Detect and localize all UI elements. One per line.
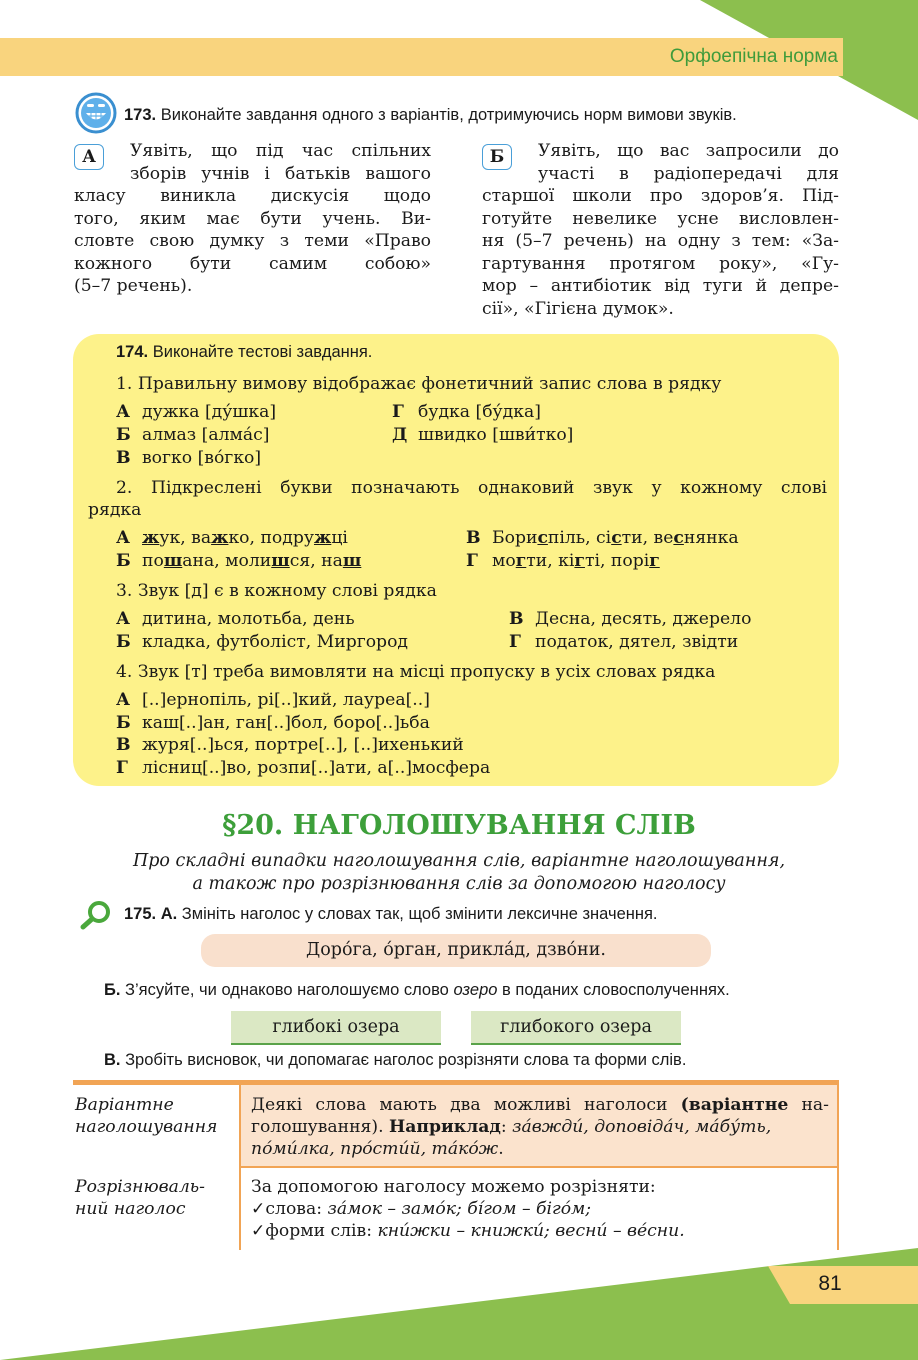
q1-option-a[interactable] [116,402,276,422]
q4-option-g[interactable] [116,758,490,778]
rule-term-line: Варіантне [75,1095,174,1115]
variant-b-line: сії», «Гігієна думок». [482,298,674,319]
option-text: лісниц[..]во, розпи[..]ати, а[..]мосфера [142,758,491,778]
magnifier-icon [78,900,114,930]
page-number: 81 [818,1272,842,1295]
option-text: Десна, десять, джерело [535,609,752,629]
q2-option-b[interactable] [116,551,361,571]
option-letter: Г [509,632,521,652]
q1-option-v[interactable] [116,448,261,468]
q2-option-v[interactable] [466,528,739,548]
rule-term-distinguishing [75,1176,205,1220]
q4-option-b[interactable] [116,713,430,733]
q1-option-d[interactable] [392,425,573,445]
option-text: кладка, футболіст, Миргород [142,632,408,652]
variant-b-line: Уявіть, що вас запросили до [538,141,839,161]
option-letter: А [116,402,130,422]
q4-option-a[interactable] [116,690,430,710]
option-letter: Г [466,551,478,571]
phrase-box-1: глибокі озера [231,1011,441,1045]
option-letter: В [509,609,524,629]
ex174-text: Виконайте тестові завдання. [152,343,373,361]
ex175-b-word: озеро [453,981,498,999]
ex175-number: 175. А. [124,905,178,923]
rule-term-line: Розрізнюваль- [75,1177,205,1197]
option-text: швидко [шви́тко] [418,425,574,445]
section-subtitle-line1: Про складні випадки наголошування слів, варіантне наголошування, [132,851,786,871]
ex175-b-text-post: в поданих словосполученнях. [497,981,730,999]
variant-a-line: зборів учнів і батьків вашого [130,163,431,184]
option-letter: Г [116,758,128,778]
q3-option-a[interactable] [116,609,355,629]
variant-a-line: словте свою думку з теми «Право [74,231,431,251]
variant-b-line: старшої школи про здоров’я. Під- [482,186,839,206]
option-text: журя[..]ься, портре[..], [..]ихенький [142,735,464,755]
q2-option-g[interactable] [466,551,660,571]
rule-term-line: ний наголос [75,1199,186,1219]
rule-term-line: наголошування [75,1117,218,1137]
variant-b-line: готуйте невелике усне висловлен- [482,208,839,229]
ex175-v-text: Зробіть висновок, чи допомагає наголос розрізняти слова та форми слів. [125,1051,687,1069]
option-letter: В [466,528,481,548]
option-text: вогко [во́гко] [142,448,262,468]
ex173-number: 173. [124,106,157,124]
phrase-box-2: глибокого озера [471,1011,681,1045]
q1-option-b[interactable] [116,425,269,445]
option-letter: Б [116,632,131,652]
variant-b-label: Б [482,144,512,170]
ex175-b-text-pre: З’ясуйте, чи однаково наголошуємо слово [125,981,454,999]
variant-a-label: А [74,144,104,170]
ex175-heading [124,905,658,924]
section-subtitle-line2: а також про розрізнювання слів за допомогою наголосу [192,874,726,894]
option-letter: В [116,735,131,755]
q4-option-v[interactable] [116,735,464,755]
option-letter: А [116,690,130,710]
option-letter: В [116,448,131,468]
variant-a-line: (5–7 речень). [74,276,193,296]
option-letter: Б [116,713,131,733]
rule-def-line: ✓слова: за́мок – замо́к; бі́гом – біго́м; [251,1199,592,1219]
rule-def-line: За допомогою наголосу можемо розрізняти: [251,1177,656,1197]
q4-text: 4. Звук [т] треба вимовляти на місці пропуску в усіх словах рядка [116,662,716,682]
words-pill: Доро́га, о́рган, прикла́д, дзво́ни. [201,934,711,967]
ex174-number: 174. [116,343,149,361]
variant-b-line: гартування протягом року», «Гу- [482,253,839,274]
option-text: будка [бу́дка] [418,402,541,422]
ex175-b-label: Б. [104,981,121,999]
option-text: пошана, молишся, наш [142,551,362,571]
option-text: алмаз [алма́с] [142,425,270,445]
q3-text: 3. Звук [д] є в кожному слові рядка [116,581,437,601]
option-letter: А [116,528,130,548]
option-text: дужка [ду́шка] [142,402,277,422]
ex173-text: Виконайте завдання одного з варіантів, дотримуючись норм вимови звуків. [160,106,737,124]
q3-option-g[interactable] [509,632,738,652]
variant-a-text [74,140,431,298]
variant-a-line: Уявіть, що під час спільних [130,141,431,161]
variant-b-text [482,140,839,320]
ex175-v-line [104,1051,686,1070]
variant-b-line: мор – антибіотик від туги й депре- [482,276,839,296]
option-text: дитина, молотьба, день [142,609,355,629]
q1-option-g[interactable] [392,402,541,422]
q2-option-a[interactable] [116,528,348,548]
option-text: Бориспіль, сісти, веснянка [492,528,739,548]
q3-option-v[interactable] [509,609,751,629]
variant-b-line: участі в радіопередачі для [538,163,839,184]
rule-definition-distinguishing [251,1176,829,1242]
ex175-b-line [104,981,730,1000]
rule-definition-variant [251,1094,829,1160]
variant-a-line: того, яким має бути учень. Ви- [74,208,431,229]
option-letter: А [116,609,130,629]
variant-a-line: кожного бути самим собою» [74,253,431,274]
q1-text: 1. Правильну вимову відображає фонетичний запис слова в рядку [116,374,722,394]
rule-def-line: Деякі слова мають два можливі наголоси (варіантне на- [251,1095,829,1115]
rule-def-line: ✓форми слів: кни́жки – книжки́; весни́ – ве́сни. [251,1221,685,1241]
rule-def-line: по́ми́лка, про́сти́й, та́ко́ж. [251,1139,504,1159]
option-text: каш[..]ан, ган[..]бол, боро[..]ьба [142,713,430,733]
ex175-text-a: Змініть наголос у словах так, щоб змінити лексичне значення. [181,905,658,923]
option-letter: Д [392,425,408,445]
smiley-speaking-icon [74,92,120,134]
variant-a-line: класу виникла дискусія щодо [74,186,431,206]
option-letter: Б [116,425,131,445]
ex174-heading [116,343,372,362]
option-text: жук, важко, подружці [142,528,348,548]
option-letter: Г [392,402,404,422]
variant-b-line: ня (5–7 речень) на одну з тем: «За- [482,231,839,251]
option-text: податок, дятел, звідти [535,632,739,652]
option-text: [..]ернопіль, рі[..]кий, лауреа[..] [142,690,430,710]
q2-text-line2: рядка [88,500,142,520]
ex175-v-label: В. [104,1051,121,1069]
ex173-heading [124,106,737,125]
rule-def-line: голошування). Наприклад: за́вжди́, доповіда́ч, ма́бу́ть, [251,1117,772,1137]
header-title: Орфоепічна норма [669,46,838,67]
option-letter: Б [116,551,131,571]
q2-text-line1: 2. Підкреслені букви позначають однаковий звук у кожному слові [116,478,827,498]
option-text: могти, кігті, поріг [492,551,660,571]
rule-term-variant [75,1094,217,1138]
q3-option-b[interactable] [116,632,408,652]
section-title: §20. НАГОЛОШУВАННЯ СЛІВ [222,810,696,841]
